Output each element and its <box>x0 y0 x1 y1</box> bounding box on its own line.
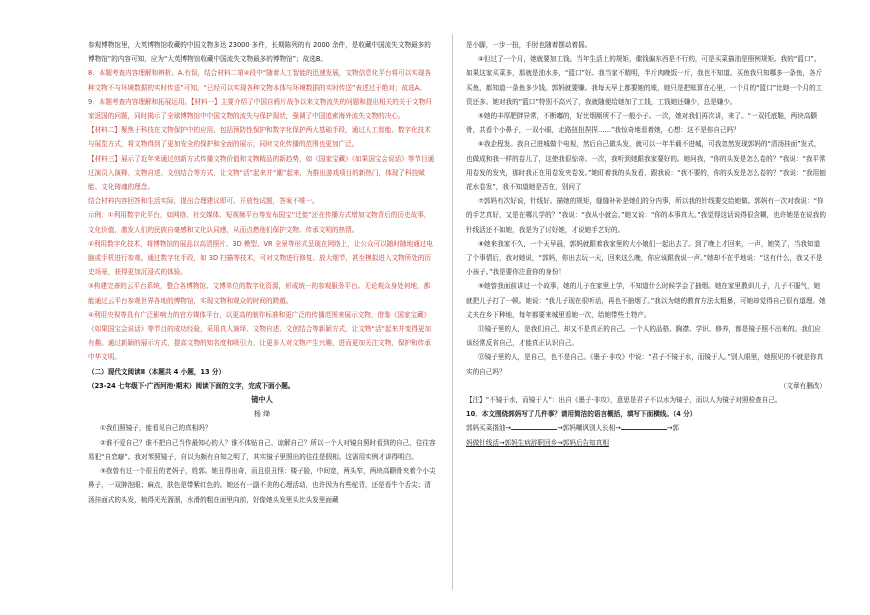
essay-para-11: ⑫镜子里的人，是自己，也不是自己。《墨子·非攻》中说：“君子不镜于水，而镜于人。”别人眼里，她照见的不就是你真实的自己吗？ <box>466 353 824 376</box>
answer-paragraph: 参观博物馆里，大英博物馆收藏的中国文物多达 23000 多件，长期陈列的有 2000 余件，是收藏中国流失文物最多的博物馆”的内容可知，应为“大英博物馆收藏中国流失文物最多的博物馆”；故选B。 <box>88 41 431 64</box>
essay-para-9: ⑨她曾我面前讲过一个故事，她的儿子在家里上学，不知道什么时候学会了抽烟。她在家里教训儿子，儿子不服气，她就把儿子打了一顿。她说：“我儿子现在很听话，再也不抽烟了。”我以为她的教育方法太粗暴，可她却觉得自己很有道理。她丈夫在乡下种地，每年都要来城里看她一次，给她带些土特产。 <box>466 282 826 319</box>
answer-blank-2[interactable] <box>621 422 667 430</box>
left-column <box>88 38 436 507</box>
essay-para-7: ⑦郭妈有次好说，针线好。描她的规矩，缝缝补补是她们的分内事，所以我的针线要交给她做。郭妈有一次对我说：“你的手艺真好，又是在哪儿学的？”我说：“我从小就会。”她又说：“你的本事真大。”我觉得这话说得很含糊，也许她是在说我的针线活还不如她，我是为了讨好她，才说她手艺好的。 <box>466 197 826 234</box>
column-divider <box>452 34 453 590</box>
answer-hint: 结合材料内容回答和生活实际，提出合理建议即可。开放性试题，答案不唯一。 <box>88 197 319 206</box>
right-column <box>466 38 826 450</box>
answer-flow-line-2: 妈做针线活→郭妈生病辞职回乡→郭妈后告知真相 <box>466 438 609 447</box>
essay-para-6: ⑥我企程发。我自己进城做个电视，然后自己做头发，就可以一年半载不进城，可我忽然发现郭妈的“清汤挂面”发式，也做成和我一样的卷儿了，这使我很惊奇。一次，我听到她跟我家要好的。她问我，“你的头发是怎么卷的？”我说：“我平常用卷发的发夹，那时我正在用卷发夹卷发。”她盯着我的头发看，跟我说：“我不要的，你的头发是怎么卷的？”我说：“我用刨花水卷发”，我不知道她是否在，别问了 <box>466 140 826 192</box>
example-1: 示例：①利用数字化平台，如网络、社交媒体、短视频平台等发布国宝“迁徙”还在传播方式增加文物背后的历史故事，文化价值，激发人们的民族自豪感和文化认同感，从而点燃他们保护文物、传承文明的热情。 <box>88 211 431 234</box>
section-heading: （二）现代文阅读Ⅱ（本题共 4 小题，13 分） <box>88 367 226 376</box>
question-10: 10．本文围绕郭妈写了几件事？请用简洁的语言概括，填写下面横线。（4 分） <box>466 410 697 419</box>
answer-blank-1[interactable] <box>511 422 557 430</box>
answer-flow-line-1 <box>466 421 826 435</box>
flow-step-3: →郭 <box>666 424 680 433</box>
essay-title: 镜中人 <box>251 395 273 405</box>
example-2: ②利用数字化技术，将博物馆的展品以高清照片、3D 模型、VR 全景等形式呈现在网络上，让公众可以随时随地通过电脑或手机进行参观。通过数字化手段，如 3D 扫描等技术，可对文物进行修复、放大细节，甚至模拟进入文物所处的历史场景，获得更加沉浸式的体验。 <box>88 239 433 277</box>
answer-8: 8．本题考查内容理解和辨析。A.有误，结合材料二第④段中“随着人工智能的迅速发展，文物信息化平台将可以实现各种文物不与环境数据的实时传送”可知，“已经可以实现各种文物本体与环境数据的实时传送”表述过于绝对；故选A。 <box>88 69 432 92</box>
essay-credit: （文章有删改） <box>779 381 826 390</box>
essay-para-10: ⑪镜子里的人，是我们自己，却又不是真正的自己。一个人的品格、胸襟、学识、修养，都是镜子照不出来的。我们应该经常反省自己，才能真正认识自己。 <box>466 325 821 348</box>
flow-step-2: →郭妈嘲讽别人长相→ <box>557 424 621 433</box>
essay-para-8: ⑧她来我家不久，一个天早晨，郭妈就跟着我家里的大小娘们一起出去了。到了晚上才回来，一声，她笑了，当我知道了个事情后，我对她说，“郭妈，你出去玩一天，回来这么晚，你应该跟我说一声。”她却不在乎地说：“这有什么，我又不是小孩子。”我是要你注意你的身份！ <box>466 239 823 277</box>
essay-para-2: ②谁不爱自己？谁不把自己当作最知心的人？谁不体贴自己、谅解自己？所以一个人对镜自照时看到的自己，往往容易犯“自恋癖”。我对苯照镜子，自以为颇有自知之明了，其实镜子里照出的往往是假相。这需用实例才讲得明白。 <box>88 438 436 461</box>
essay-para-cont: 是小脚，一步一扭，手肘也随着摆动着摇。 <box>466 41 592 49</box>
material-2-summary: 【材料二】聚焦于科技在文物保护中的应用，包括预防性保护和数字化保护两大基础手段，通过人工智能、数字化技术与展览方式，将文物得到了更加安全的保护和全面的展示，同时文化传播的范围也更加广泛。 <box>88 126 431 149</box>
source-line: （23-24 七年级下·广西河池·期末）阅读下面的文字，完成下面小题。 <box>88 381 295 390</box>
essay-author: 杨 绛 <box>253 410 271 419</box>
footnote: 【注】“不镜于水，而镜于人”：出自《墨子·非攻》，意思是君子不以水为镜子，而以人为镜子对照检查自己。 <box>466 396 782 405</box>
material-3-summary: 【材料三】展示了近年来通过创新方式传播文物价值和文物精品的新趋势，如《国家宝藏》《如果国宝会说话》等节目通过演员入演释、文物自述、文创结合等方式，让文物“活”起来并“潮”起来，为推出游戏项目的新热门，体现了科技赋能、文化铸魂的理念。 <box>88 154 435 192</box>
essay-para-5: ⑤她的丰厚肥胖异常，不断嘟的，好比烟厕所不了一般小子。一次，她对我们再次讲，来了。“一双托底鞋，两块高颧骨，共看个小鼻子，一双小眼，走路扭扭捏捏……”我惊奇地看着她，心想：这不是你自己吗？ <box>466 112 818 135</box>
example-3: ③构建完善的云平台系统，整合各博物馆、文博单位的数字化资源，形成统一的参观服务平台。无论观众身处何地，都能通过云平台参观世界各地的博物馆，实现文物和观众的时间的跨越。 <box>88 282 431 305</box>
example-4: ④利用央视等具有广泛影响力的官方媒体平台，以更高的制作标准和更广泛的传播范围来展示文物，借鉴《国家宝藏》《如果国宝会说话》等节目的成功经验，采用真人演绎、文物自述、文创结合等新颖方式，让文物“活”起来并变得更加有趣。通过新颖的展示方式，提高文物的知名度和吸引力，让更多人对文物产生兴趣，进而更加关注文物，保护和传承中华文明。 <box>88 310 432 362</box>
flow-step-1: 郭妈买菜揩油→ <box>466 424 512 433</box>
essay-para-1: ①我们照镜子，能看见自己的真相吗？ <box>100 424 212 433</box>
answer-9: 9．本题考查内容理解和拓展运用。【材料一】主要介绍了中国自鸦片战争以来文物流失的问题和提出相关的关于文物归家返国的问题，同时揭示了全球博物馆中中国文物的流失与保护现状，强调了中国追索海外流失文物的决心。 <box>88 97 432 121</box>
essay-para-4: ④但过了一个月，她就要加工钱。当年生活上的规矩，催钱偏东西是不行的，可是买菜描油是照例规矩。我的“篮口”。如果这家买菜多，那就是油水多，“篮口”好。我当家不精明，半斤肉晚饭一斤，我也不知道。买鱼我只知哪多一条鱼，各斤买鱼，都知道一条鱼多少钱。郭妈就要赚。我每天早上都要她的账，她只是把账算在心里，一个月的“篮口”比她一个月的工资还多。她对我的“篮口”特别不高兴了，我就随便给她加了工钱，工钱她还嫌少，总是嫌少。 <box>466 55 823 106</box>
essay-para-3: ③我曾有过一个很丑的老妈子，姓郭。她丑得出奇，而且很丑怪：楼子脸，中间宽，两头窄，两块高颧骨夹着个小尖鼻子，一双肿泡眼；麻点，肤色是带紫红色的。她还有一副不美的心理活动，也许因为有些驼背，还是看牛个舌尖；清汤挂面式的头发，梳得光光溜溜，水滑的粗在面里向前，好像她头发里头比头发里面藏 <box>88 467 436 504</box>
